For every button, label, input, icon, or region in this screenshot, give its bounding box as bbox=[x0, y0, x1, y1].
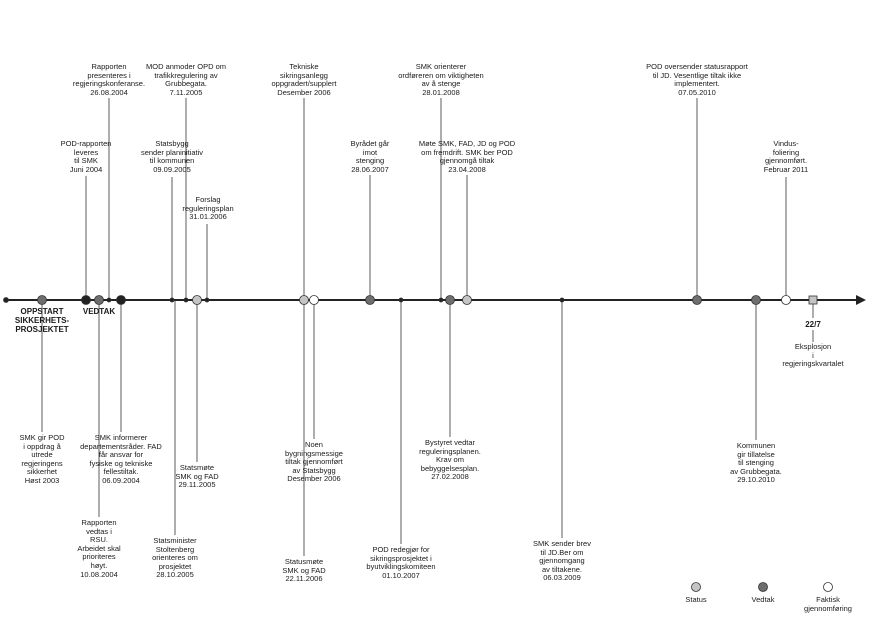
event-label: Bystyret vedtar reguleringsplanen. Krav om bebyggelsesplan. 27.02.2008 bbox=[419, 438, 481, 482]
small-dot bbox=[560, 298, 564, 302]
start-marker bbox=[4, 298, 9, 303]
small-dot bbox=[399, 298, 403, 302]
event-label: SMK sender brev til JD.Ber om gjennomgang av tiltakene. 06.03.2009 bbox=[533, 539, 591, 583]
event-label: Statusmøte SMK og FAD 22.11.2006 bbox=[282, 557, 326, 584]
explosion-label: Eksplosjon i regjeringskvartalet bbox=[782, 342, 844, 369]
vedtak-marker bbox=[366, 296, 375, 305]
legend-status-symbol bbox=[692, 583, 701, 592]
legend-faktisk-label: Faktisk gjennomføring bbox=[804, 595, 852, 613]
vedtak-marker bbox=[82, 296, 91, 305]
event-label: POD oversender statusrapport til JD. Vesentlige tiltak ikke implementert. 07.05.2010 bbox=[646, 62, 748, 97]
event-label: Rapporten presenteres i regjeringskonferanse. 26.08.2004 bbox=[72, 62, 146, 97]
status-marker bbox=[300, 296, 309, 305]
faktisk-marker bbox=[310, 296, 319, 305]
status-marker bbox=[193, 296, 202, 305]
event-label: Tekniske sikringsanlegg oppgradert/supplert Desember 2006 bbox=[271, 62, 337, 97]
event-label: Kommunen gir tillatelse til stenging av Grubbegata. 29.10.2010 bbox=[730, 441, 782, 485]
vedtak-marker bbox=[693, 296, 702, 305]
small-dot bbox=[107, 298, 111, 302]
event-label: MOD anmoder OPD om trafikkregulering av Grubbegata. 7.11.2005 bbox=[145, 62, 227, 97]
legend-vedtak-label: Vedtak bbox=[751, 595, 775, 604]
status-marker bbox=[463, 296, 472, 305]
event-label: Byrådet går imot stenging 28.06.2007 bbox=[350, 139, 390, 174]
event-label: SMK gir POD i oppdrag å utrede regjeringens sikkerhet Høst 2003 bbox=[19, 433, 65, 485]
vedtak-marker bbox=[38, 296, 47, 305]
faktisk-marker bbox=[782, 296, 791, 305]
event-label: Vindus- foliering gjennomført. Februar 2011 bbox=[763, 139, 809, 174]
start-label: OPPSTART SIKKERHETS- PROSJEKTET bbox=[14, 307, 70, 334]
small-dot bbox=[205, 298, 209, 302]
legend-symbols bbox=[692, 583, 833, 592]
date-22-7-label: 22/7 bbox=[805, 320, 821, 329]
legend-faktisk-symbol bbox=[824, 583, 833, 592]
bottom-connectors bbox=[42, 300, 813, 556]
event-label: Rapporten vedtas i RSU. Arbeidet skal prioriteres høyt. 10.08.2004 bbox=[77, 518, 121, 579]
event-label: Statsmøte SMK og FAD 29.11.2005 bbox=[175, 463, 219, 490]
event-label: SMK informerer departementsråder. FAD får ansvar for fysiske og tekniske fellestiltak. 06.09.2004 bbox=[80, 433, 162, 485]
event-label: Statsminister Stoltenberg orienteres om prosjektet 28.10.2005 bbox=[152, 536, 198, 580]
event-marker-22-7 bbox=[809, 296, 817, 304]
timeline-arrowhead bbox=[856, 295, 866, 305]
event-label: POD redegjør for sikringsprosjektet i byutviklingskomiteen 01.10.2007 bbox=[366, 545, 436, 580]
event-label: Statsbygg sender planinitiativ til kommunen 09.09.2005 bbox=[140, 139, 204, 174]
small-dot bbox=[170, 298, 174, 302]
small-dot bbox=[439, 298, 443, 302]
legend-status-label: Status bbox=[685, 595, 707, 604]
event-label: Noen bygningsmessige tiltak gjennomført av Statsbygg Desember 2006 bbox=[285, 440, 343, 484]
legend-vedtak-symbol bbox=[759, 583, 768, 592]
small-dot bbox=[184, 298, 188, 302]
vedtak-marker bbox=[117, 296, 126, 305]
vedtak-marker bbox=[752, 296, 761, 305]
event-label: POD-rapporten leveres til SMK Juni 2004 bbox=[60, 139, 112, 174]
event-label: Forslag reguleringsplan 31.01.2006 bbox=[182, 195, 234, 222]
vedtak-marker bbox=[446, 296, 455, 305]
event-label: Møte SMK, FAD, JD og POD om fremdrift. SMK ber POD gjennomgå tiltak 23.04.2008 bbox=[418, 139, 516, 174]
vedtak-marker bbox=[95, 296, 104, 305]
event-label: SMK orienterer ordføreren om viktigheten av å stenge 28.01.2008 bbox=[398, 62, 484, 97]
vedtak-label: VEDTAK bbox=[82, 307, 116, 316]
